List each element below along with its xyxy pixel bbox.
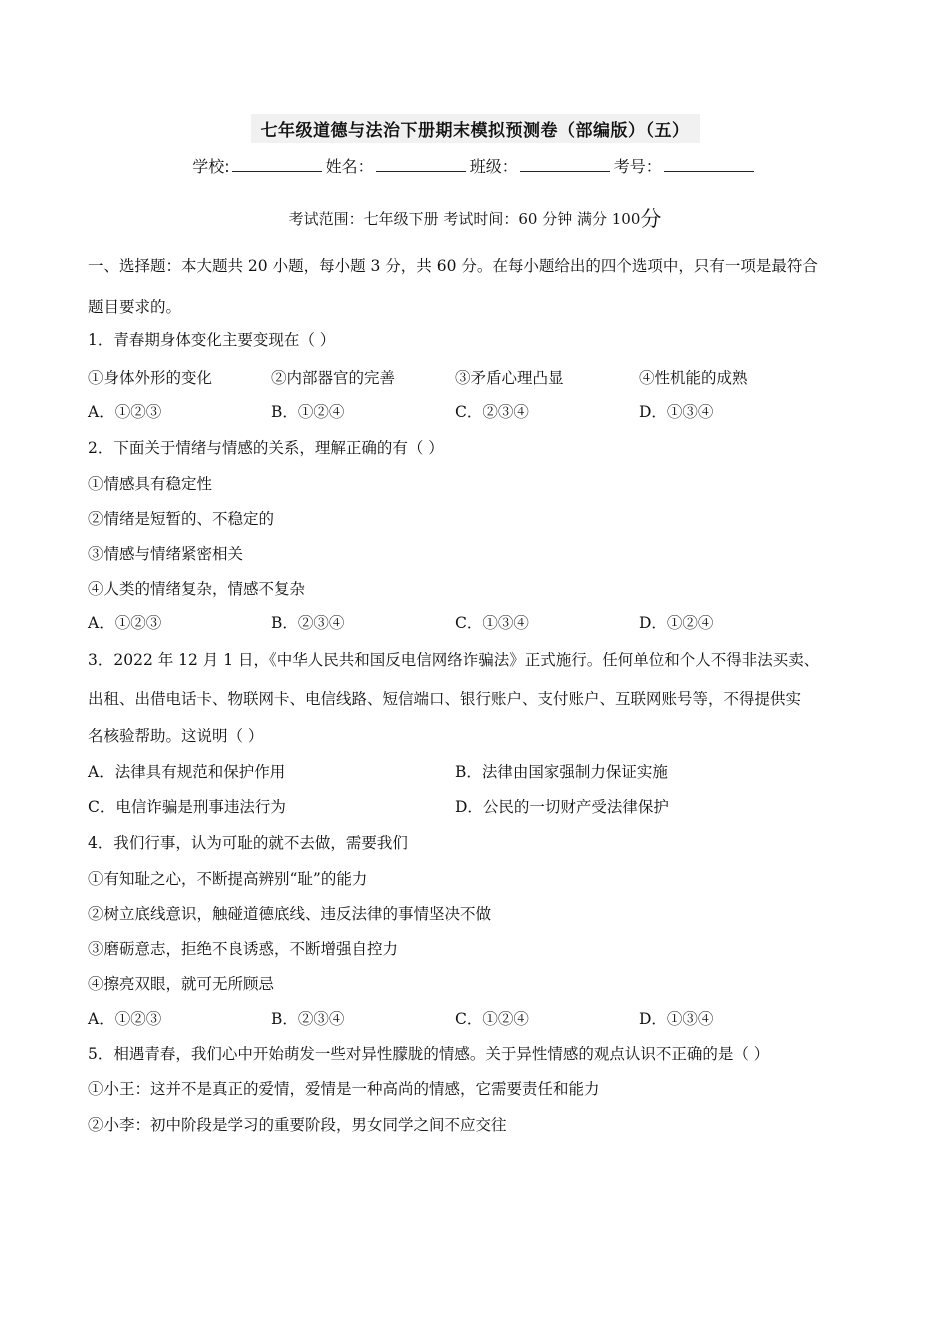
student-info-line: [0, 154, 950, 177]
q1-item-4: ④性机能的成熟: [639, 369, 748, 387]
exam-title: [0, 114, 950, 143]
q4-item-1: ①有知耻之心，不断提高辨别“耻”的能力: [88, 870, 368, 888]
exam-title-text: 七年级道德与法治下册期末模拟预测卷（部编版）（五）: [251, 114, 700, 143]
q4-stem: 4．我们行事，认为可耻的就不去做，需要我们: [88, 834, 408, 852]
q2-item-1: ①情感具有稳定性: [88, 475, 213, 493]
q3-option-a[interactable]: A．法律具有规范和保护作用: [88, 763, 286, 781]
q3-stem-line1: 3．2022 年 12 月 1 日，《中华人民共和国反电信网络诈骗法》正式施行。任何单位和个人不得非法买卖、: [88, 651, 820, 669]
q1-option-d[interactable]: D．①③④: [639, 403, 714, 421]
q1-item-2: ②内部器官的完善: [271, 369, 396, 387]
q4-option-d[interactable]: D．①③④: [639, 1010, 714, 1028]
exam-scope-unit: 分: [640, 207, 662, 231]
exam-no-label: 考号：: [613, 157, 662, 176]
q2-item-2: ②情绪是短暂的、不稳定的: [88, 510, 275, 528]
q4-item-3: ③磨砺意志，拒绝不良诱惑，不断增强自控力: [88, 940, 399, 958]
q2-item-4: ④人类的情绪复杂，情感不复杂: [88, 580, 306, 598]
q1-item-1: ①身体外形的变化: [88, 369, 213, 387]
q4-item-2: ②树立底线意识，触碰道德底线、违反法律的事情坚决不做: [88, 905, 492, 923]
q1-option-a[interactable]: A．①②③: [88, 403, 162, 421]
name-blank[interactable]: [376, 157, 466, 172]
exam-scope-text: 考试范围：七年级下册 考试时间：60 分钟 满分 100: [288, 210, 641, 228]
school-label: 学校:: [192, 157, 230, 176]
q5-item-2: ②小李：初中阶段是学习的重要阶段，男女同学之间不应交往: [88, 1116, 507, 1134]
q3-option-b[interactable]: B．法律由国家强制力保证实施: [455, 763, 668, 781]
q5-stem: 5．相遇青春，我们心中开始萌发一些对异性朦胧的情感。关于异性情感的观点认识不正确的是（ ）: [88, 1045, 770, 1063]
q3-option-c[interactable]: C．电信诈骗是刑事违法行为: [88, 798, 286, 816]
class-blank[interactable]: [520, 157, 610, 172]
q3-option-d[interactable]: D．公民的一切财产受法律保护: [455, 798, 669, 816]
q4-option-b[interactable]: B．②③④: [271, 1010, 345, 1028]
q2-stem: 2．下面关于情绪与情感的关系，理解正确的有（ ）: [88, 439, 444, 457]
q3-stem-line2: 出租、出借电话卡、物联网卡、电信线路、短信端口、银行账户、支付账户、互联网账号等，不得提供实: [88, 690, 802, 708]
q2-option-b[interactable]: B．②③④: [271, 614, 345, 632]
q4-item-4: ④擦亮双眼，就可无所顾忌: [88, 975, 275, 993]
section-instruction-line2: 题目要求的。: [88, 298, 182, 316]
q2-option-d[interactable]: D．①②④: [639, 614, 714, 632]
q1-option-b[interactable]: B．①②④: [271, 403, 345, 421]
q2-option-a[interactable]: A．①②③: [88, 614, 162, 632]
school-blank[interactable]: [232, 157, 322, 172]
q2-option-c[interactable]: C．①③④: [455, 614, 529, 632]
q5-item-1: ①小王：这并不是真正的爱情，爱情是一种高尚的情感，它需要责任和能力: [88, 1080, 600, 1098]
name-label: 姓名：: [325, 157, 374, 176]
exam-no-blank[interactable]: [664, 157, 754, 172]
section-instruction-line1: 一、选择题：本大题共 20 小题，每小题 3 分，共 60 分。在每小题给出的四个选项中，只有一项是最符合: [88, 257, 818, 275]
class-label: 班级：: [469, 157, 518, 176]
q3-stem-line3: 名核验帮助。这说明（ ）: [88, 727, 264, 745]
exam-scope: [0, 203, 950, 233]
q1-stem: 1．青春期身体变化主要变现在（ ）: [88, 331, 336, 349]
q2-item-3: ③情感与情绪紧密相关: [88, 545, 244, 563]
q1-option-c[interactable]: C．②③④: [455, 403, 529, 421]
q1-item-3: ③矛盾心理凸显: [455, 369, 564, 387]
q4-option-a[interactable]: A．①②③: [88, 1010, 162, 1028]
q4-option-c[interactable]: C．①②④: [455, 1010, 529, 1028]
